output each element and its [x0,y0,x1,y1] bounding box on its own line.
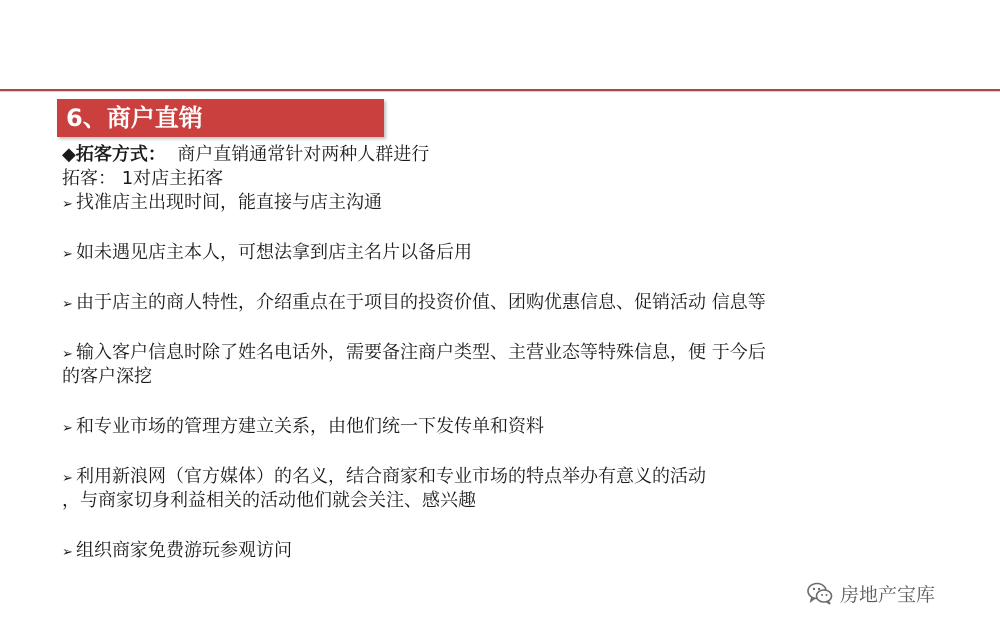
list-item-text: 利用新浪网（官方媒体）的名义，结合商家和专业市场的特点举办有意义的活动 [76,466,706,487]
arrow-bullet-icon: ➢ [62,297,73,312]
intro-line [62,143,922,167]
list-item [62,465,922,489]
list-item [62,415,922,439]
diamond-bullet-icon: ◆ [62,144,76,165]
list-item [62,291,922,315]
wechat-icon [806,579,834,607]
page-title: 6、商户直销 [66,104,203,132]
list-item-continuation: ，与商家切身利益相关的活动他们就会关注、感兴趣 [62,490,476,511]
watermark [806,578,935,608]
list-item-text: 找准店主出现时间，能直接与店主沟通 [76,192,382,213]
slide-body [62,143,922,563]
list-item-text: 由于店主的商人特性，介绍重点在于项目的投资价值、团购优惠信息、促销活动 信息等 [76,292,766,313]
arrow-bullet-icon: ➢ [62,347,73,362]
list-item-continuation: 的客户深挖 [62,366,152,387]
sub-heading: 拓客： 1对店主拓客 [62,168,224,189]
arrow-bullet-icon: ➢ [62,421,73,436]
header-rule-shadow [0,91,1000,92]
arrow-bullet-icon: ➢ [62,471,73,486]
list-item [62,191,922,215]
list-item-text: 如未遇见店主本人，可想法拿到店主名片以备后用 [76,242,472,263]
intro-label: 拓客方式： [75,144,166,165]
arrow-bullet-icon: ➢ [62,247,73,262]
list-item [62,241,922,265]
arrow-bullet-icon: ➢ [62,197,73,212]
list-item-text: 组织商家免费游玩参观访问 [76,540,292,561]
list-item-text: 输入客户信息时除了姓名电话外，需要备注商户类型、主营业态等特殊信息，便 于今后 [76,342,766,363]
intro-text: 商户直销通常针对两种人群进行 [177,144,430,165]
arrow-bullet-icon: ➢ [62,545,73,560]
watermark-text: 房地产宝库 [840,583,936,606]
list-item [62,341,922,365]
list-item-text: 和专业市场的管理方建立关系，由他们统一下发传单和资料 [76,416,544,437]
list-item [62,539,922,563]
